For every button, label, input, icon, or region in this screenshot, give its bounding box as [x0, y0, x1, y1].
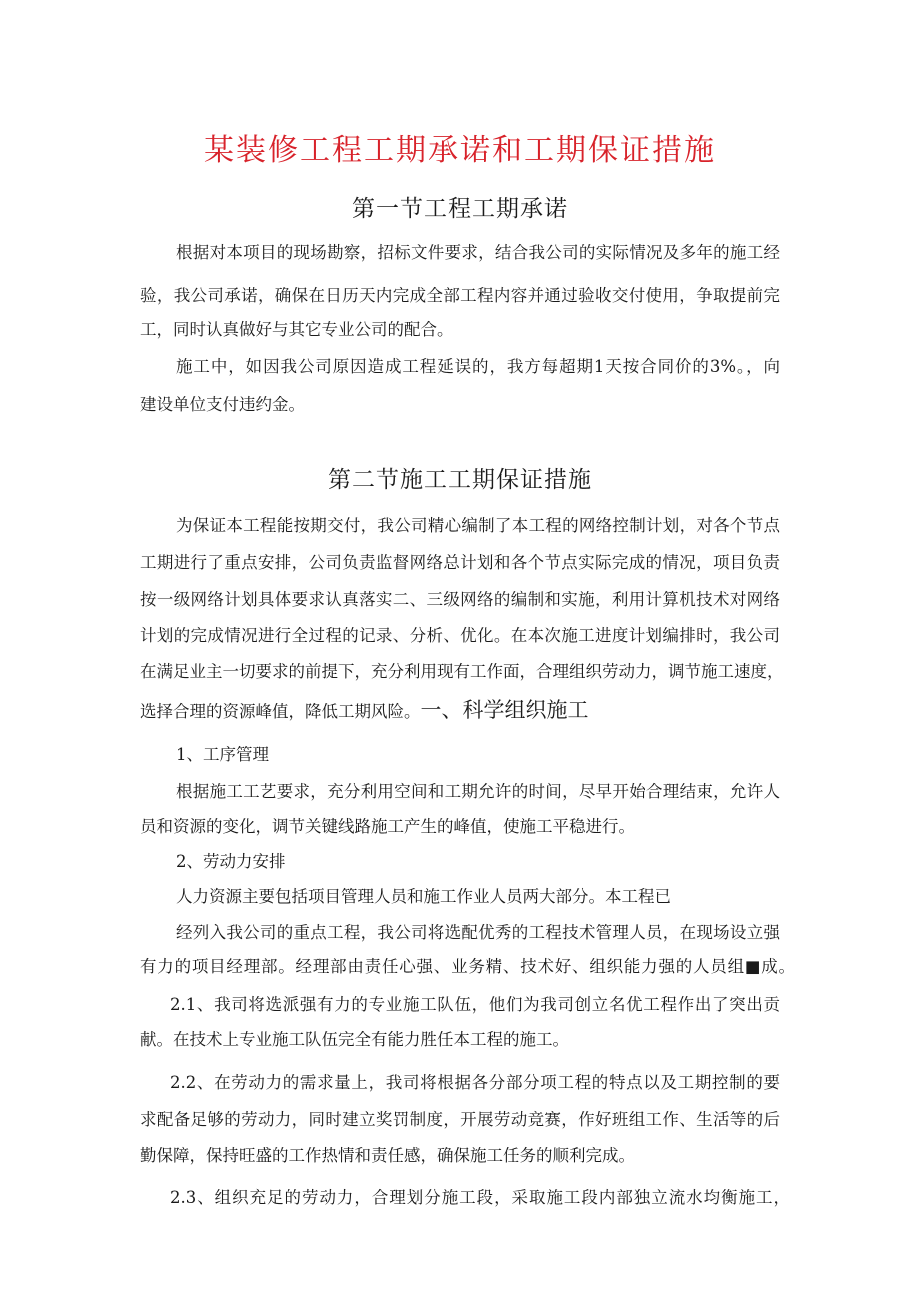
paragraph-line: 工期进行了重点安排，公司负责监督网络总计划和各个节点实际完成的情况，项目负责	[140, 553, 780, 572]
paragraph-line: 根据施工工艺要求，充分利用空间和工期允许的时间，尽早开始合理结束，允许人	[176, 782, 780, 801]
subsection-heading: 一、科学组织施工	[420, 698, 589, 722]
section-2-heading: 第二节施工工期保证措施	[328, 467, 592, 493]
paragraph-line: 工，同时认真做好与其它专业公司的配合。	[140, 320, 454, 339]
paragraph-line: 2.1、我司将选派强有力的专业施工队伍，他们为我司创立名优工程作出了突出贡	[170, 995, 780, 1014]
paragraph-line: 施工中，如因我公司原因造成工程延误的，我方每超期1天按合同价的3%。，向	[176, 357, 780, 376]
paragraph-line: 根据对本项目的现场勘察，招标文件要求，结合我公司的实际情况及多年的施工经	[176, 243, 780, 262]
paragraph-line-with-heading	[140, 698, 589, 724]
paragraph-line: 求配备足够的劳动力，同时建立奖罚制度，开展劳动竞赛，作好班组工作、生活等的后	[140, 1110, 780, 1129]
document-title: 某装修工程工期承诺和工期保证措施	[204, 133, 716, 168]
paragraph-line: 2.3、组织充足的劳动力，合理划分施工段，采取施工段内部独立流水均衡施工，	[170, 1188, 790, 1207]
paragraph-line: 人力资源主要包括项目管理人员和施工作业人员两大部分。本工程已	[176, 887, 671, 906]
item-heading: 1、工序管理	[176, 745, 269, 764]
section-1-heading: 第一节工程工期承诺	[352, 196, 568, 222]
paragraph-line: 献。在技术上专业施工队伍完全有能力胜任本工程的施工。	[140, 1030, 569, 1049]
paragraph-line: 勤保障，保持旺盛的工作热情和责任感，确保施工任务的顺利完成。	[140, 1146, 635, 1165]
paragraph-line: 有力的项目经理部。经理部由责任心强、业务精、技术好、组织能力强的人员组■成。	[140, 957, 795, 976]
paragraph-line: 员和资源的变化，调节关键线路施工产生的峰值，使施工平稳进行。	[140, 817, 635, 836]
paragraph-line: 在满足业主一切要求的前提下，充分利用现有工作面，合理组织劳动力，调节施工速度，	[140, 662, 784, 681]
paragraph-line: 按一级网络计划具体要求认真落实二、三级网络的编制和实施，利用计算机技术对网络	[140, 590, 780, 609]
paragraph-text: 选择合理的资源峰值，降低工期风险。	[140, 702, 421, 721]
paragraph-line: 为保证本工程能按期交付，我公司精心编制了本工程的网络控制计划，对各个节点	[176, 516, 780, 535]
paragraph-line: 验，我公司承诺，确保在日历天内完成全部工程内容并通过验收交付使用，争取提前完	[140, 286, 780, 305]
paragraph-line: 计划的完成情况进行全过程的记录、分析、优化。在本次施工进度计划编排时，我公司	[140, 626, 780, 645]
paragraph-line: 经列入我公司的重点工程，我公司将选配优秀的工程技术管理人员，在现场设立强	[176, 923, 780, 942]
paragraph-line: 2.2、在劳动力的需求量上，我司将根据各分部分项工程的特点以及工期控制的要	[170, 1073, 780, 1092]
item-heading: 2、劳动力安排	[176, 852, 286, 871]
paragraph-line: 建设单位支付违约金。	[140, 395, 305, 414]
